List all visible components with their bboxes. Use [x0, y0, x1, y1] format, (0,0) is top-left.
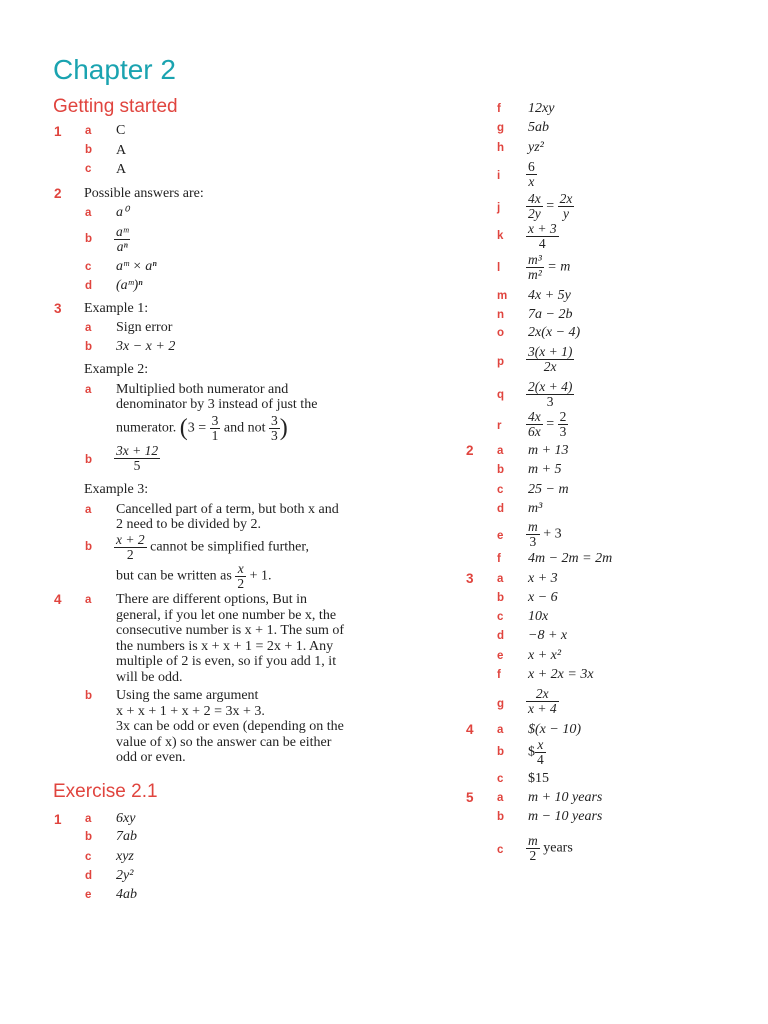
answer-text: 4x + 5y: [528, 288, 571, 303]
answer-text: Sign error: [116, 320, 173, 335]
chapter-title: Chapter 2: [53, 54, 176, 85]
answer-letter: d: [497, 503, 505, 515]
answer-text: yz²: [528, 140, 544, 155]
answer-text: 3x − x + 2: [116, 339, 176, 354]
answer-fraction: $\frac{3x + 12}{5}$: [116, 443, 159, 473]
answer-text: x + x²: [528, 648, 562, 663]
answer-letter: b: [85, 454, 93, 466]
answer-letter: j: [497, 202, 501, 214]
answer-fraction: $\frac{m}{3}$ + 3: [528, 519, 562, 549]
answer-letter: e: [497, 530, 504, 542]
answer-text: 5ab: [528, 120, 549, 135]
answer-letter: b: [497, 811, 505, 823]
answer-text: 10x: [528, 609, 549, 624]
answer-letter: b: [85, 690, 93, 702]
answer-letter: b: [497, 464, 505, 476]
answer-letter: i: [497, 170, 501, 182]
answer-letter: r: [497, 420, 502, 432]
answer-text: $15: [528, 771, 549, 786]
answer-letter: q: [497, 389, 505, 401]
answer-letter: k: [497, 230, 504, 242]
answer-letter: c: [85, 163, 92, 175]
answer-text: 4m − 2m = 2m: [528, 551, 613, 566]
answer-text: 25 − m: [528, 482, 569, 497]
answer-text: A: [116, 162, 127, 177]
question-number: 2: [466, 443, 474, 458]
answer-letter: g: [497, 698, 505, 710]
answer-text: x − 6: [528, 590, 558, 605]
answer-letter: d: [85, 280, 93, 292]
answer-fraction: $\frac{\text{aᵐ}}{\text{aⁿ}}$: [116, 224, 129, 254]
answer-fraction: $\frac{2(x + 4)}{3}$: [528, 379, 573, 409]
answer-text: Cancelled part of a term, but both x and: [116, 502, 339, 517]
answer-letter: c: [85, 851, 92, 863]
question-number: 4: [54, 592, 62, 607]
answer-letter: l: [497, 262, 501, 274]
answer-text: C: [116, 123, 126, 138]
answer-text: 2y²: [116, 868, 134, 883]
answer-paragraph: There are different options, But in general, if you let one number be x, the consecutive number is x + 1. The sum of the numbers is x + x + 1 = 2x + 1. Any multiple of 2 is even, so if you add 1, it will be odd.: [116, 592, 345, 685]
answer-fraction: $\frac{2x}{x + 4}$: [528, 686, 557, 716]
answer-fraction: $\frac{x + 3}{4}$: [528, 221, 557, 251]
answer-text: m + 10 years: [528, 790, 603, 805]
answer-fraction: $\frac{3(x + 1)}{2x}$: [528, 344, 573, 374]
answer-letter: b: [85, 341, 93, 353]
answer-letter: b: [85, 144, 93, 156]
answer-text: denominator by 3 instead of just the: [116, 397, 318, 412]
answer-text: 2x(x − 4): [528, 325, 581, 340]
answer-letter: o: [497, 327, 505, 339]
answer-fraction: $\frac{m}{2}$ years: [528, 833, 573, 863]
answer-text: m³: [528, 501, 543, 516]
answer-letter: a: [85, 813, 92, 825]
answer-text-with-fractions: numerator. (3 = $\frac{3}{1}$ and not $\frac{3}{3}$ ): [116, 413, 288, 443]
answer-text: 2 need to be divided by 2.: [116, 517, 262, 532]
answer-text: 12xy: [528, 101, 555, 116]
answer-text: 4ab: [116, 887, 137, 902]
answer-text: aᵐ × aⁿ: [116, 259, 157, 274]
answer-text: a⁰: [116, 205, 129, 220]
answer-text: (aᵐ)ⁿ: [116, 278, 143, 293]
answer-letter: b: [85, 831, 93, 843]
answer-text: m − 10 years: [528, 809, 603, 824]
question-number: 1: [54, 124, 62, 139]
answer-text-with-fraction: $\frac{x + 2}{2}$ cannot be simplified further,: [116, 532, 309, 562]
answer-letter: a: [85, 322, 92, 334]
answer-text: m + 13: [528, 443, 569, 458]
answer-letter: b: [85, 541, 93, 553]
question-number: 3: [466, 571, 474, 586]
question-number: 4: [466, 722, 474, 737]
answer-letter: d: [497, 630, 505, 642]
answer-letter: h: [497, 142, 505, 154]
question-number: 1: [54, 812, 62, 827]
answer-text: Possible answers are:: [84, 186, 204, 201]
answer-letter: d: [85, 870, 93, 882]
answer-letter: m: [497, 290, 508, 302]
answer-text: xyz: [116, 849, 134, 864]
answer-fraction: $ $\frac{x}{4}$: [528, 737, 544, 767]
answer-letter: a: [85, 384, 92, 396]
answer-fraction: $\frac{6}{x}$: [528, 159, 535, 189]
answer-letter: a: [85, 207, 92, 219]
answer-letter: b: [497, 592, 505, 604]
answer-letter: c: [497, 484, 504, 496]
answer-text: x + 3: [528, 571, 558, 586]
answer-letter: e: [497, 650, 504, 662]
exercise-heading: Exercise 2.1: [53, 781, 158, 802]
answer-letter: a: [497, 792, 504, 804]
answer-text: Multiplied both numerator and: [116, 382, 289, 397]
answer-text: −8 + x: [528, 628, 568, 643]
answer-paragraph: Using the same argument x + x + 1 + x + 2 = 3x + 3. 3x can be odd or even (depending on the value of x) so the answer can be either odd or even.: [116, 688, 344, 765]
answer-text: 6xy: [116, 811, 136, 826]
answer-letter: e: [85, 889, 92, 901]
answer-letter: a: [497, 724, 504, 736]
question-number: 5: [466, 790, 474, 805]
answer-letter: a: [85, 594, 92, 606]
answer-letter: a: [85, 504, 92, 516]
answer-letter: f: [497, 669, 501, 681]
answer-letter: a: [85, 125, 92, 137]
answer-text: 7ab: [116, 829, 137, 844]
answer-letter: c: [497, 773, 504, 785]
answer-letter: c: [497, 611, 504, 623]
answer-letter: n: [497, 309, 505, 321]
answer-fraction: $\frac{4x}{6x}$ = $\frac{2}{3}$: [528, 409, 567, 439]
getting-started-heading: Getting started: [53, 96, 178, 117]
example-label: Example 2:: [84, 362, 149, 377]
answer-text: A: [116, 143, 127, 158]
answer-text: 7a − 2b: [528, 307, 573, 322]
answer-letter: a: [497, 445, 504, 457]
answer-letter: c: [497, 844, 504, 856]
answer-text-with-fraction: but can be written as $\frac{x}{2}$ + 1.: [116, 561, 272, 591]
answer-text: x + 2x = 3x: [528, 667, 594, 682]
answer-text: m + 5: [528, 462, 562, 477]
answer-letter: c: [85, 261, 92, 273]
answer-fraction: $\frac{4x}{2y}$ = $\frac{2x}{y}$: [528, 191, 573, 221]
answer-text: $(x − 10): [528, 722, 581, 737]
example-label: Example 1:: [84, 301, 149, 316]
answer-letter: a: [497, 573, 504, 585]
question-number: 2: [54, 186, 62, 201]
answer-letter: f: [497, 553, 501, 565]
answer-letter: f: [497, 103, 501, 115]
question-number: 3: [54, 301, 62, 316]
answer-letter: b: [85, 233, 93, 245]
answer-letter: g: [497, 122, 505, 134]
answer-fraction: $\frac{\text{m³}}{\text{m²}}$ = m: [528, 252, 571, 282]
example-label: Example 3:: [84, 482, 149, 497]
answer-letter: p: [497, 356, 505, 368]
answer-letter: b: [497, 746, 505, 758]
